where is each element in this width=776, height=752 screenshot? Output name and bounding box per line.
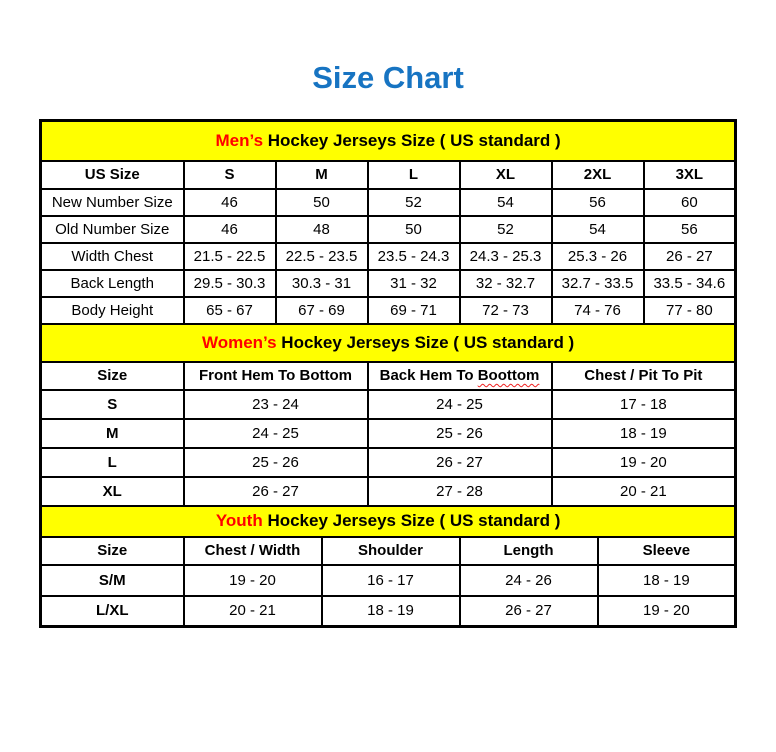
womens-highlight-word: Women’s (201, 332, 277, 352)
mens-header-cell: XL (460, 161, 552, 189)
womens-value-cell: 25 - 26 (184, 448, 368, 477)
mens-value-cell: 56 (552, 189, 644, 216)
womens-value-cell: 19 - 20 (552, 448, 736, 477)
mens-row-label: Old Number Size (41, 216, 184, 243)
youth-header-cell: Sleeve (598, 537, 736, 565)
womens-section-band (41, 324, 736, 362)
youth-row-label: L/XL (41, 596, 184, 627)
womens-data-row (41, 477, 736, 506)
mens-value-cell: 32.7 - 33.5 (552, 270, 644, 297)
youth-value-cell: 24 - 26 (460, 565, 598, 596)
youth-highlight-word: Youth (215, 511, 263, 530)
womens-value-cell: 18 - 19 (552, 419, 736, 448)
mens-value-cell: 54 (552, 216, 644, 243)
mens-value-cell: 23.5 - 24.3 (368, 243, 460, 270)
mens-value-cell: 24.3 - 25.3 (460, 243, 552, 270)
youth-value-cell: 16 - 17 (322, 565, 460, 596)
mens-value-cell: 56 (644, 216, 736, 243)
womens-value-cell: 24 - 25 (184, 419, 368, 448)
womens-title-rest: Hockey Jerseys Size ( US standard ) (276, 332, 575, 352)
youth-header-cell: Chest / Width (184, 537, 322, 565)
mens-value-cell: 67 - 69 (276, 297, 368, 324)
womens-value-cell: 25 - 26 (368, 419, 552, 448)
mens-value-cell: 72 - 73 (460, 297, 552, 324)
mens-row-label: New Number Size (41, 189, 184, 216)
mens-header-cell: US Size (41, 161, 184, 189)
mens-value-cell: 60 (644, 189, 736, 216)
womens-data-row (41, 419, 736, 448)
mens-title-rest: Hockey Jerseys Size ( US standard ) (263, 130, 561, 150)
youth-header-cell: Size (41, 537, 184, 565)
mens-value-cell: 65 - 67 (184, 297, 276, 324)
mens-value-cell: 33.5 - 34.6 (644, 270, 736, 297)
mens-value-cell: 31 - 32 (368, 270, 460, 297)
womens-row-label: M (41, 419, 184, 448)
mens-value-cell: 74 - 76 (552, 297, 644, 324)
womens-data-row (41, 448, 736, 477)
womens-value-cell: 24 - 25 (368, 390, 552, 419)
womens-data-row (41, 390, 736, 419)
womens-section-title (41, 324, 736, 362)
mens-value-cell: 26 - 27 (644, 243, 736, 270)
youth-value-cell: 19 - 20 (598, 596, 736, 627)
mens-value-cell: 69 - 71 (368, 297, 460, 324)
mens-value-cell: 46 (184, 189, 276, 216)
mens-row-label: Width Chest (41, 243, 184, 270)
mens-row-label: Body Height (41, 297, 184, 324)
mens-data-row (41, 243, 736, 270)
womens-header-cell: Chest / Pit To Pit (552, 362, 736, 390)
womens-value-cell: 26 - 27 (184, 477, 368, 506)
youth-data-row (41, 596, 736, 627)
mens-section-title (41, 121, 736, 161)
mens-header-row (41, 161, 736, 189)
page-title: Size Chart (312, 60, 464, 95)
womens-header-cell: Size (41, 362, 184, 390)
mens-value-cell: 54 (460, 189, 552, 216)
youth-section-title (41, 506, 736, 537)
youth-header-cell: Length (460, 537, 598, 565)
youth-value-cell: 26 - 27 (460, 596, 598, 627)
mens-value-cell: 77 - 80 (644, 297, 736, 324)
youth-header-row (41, 537, 736, 565)
youth-value-cell: 18 - 19 (322, 596, 460, 627)
womens-value-cell: 17 - 18 (552, 390, 736, 419)
youth-section-band (41, 506, 736, 537)
size-chart-table (39, 119, 737, 628)
mens-row-label: Back Length (41, 270, 184, 297)
mens-highlight-word: Men’s (215, 130, 264, 150)
mens-value-cell: 22.5 - 23.5 (276, 243, 368, 270)
youth-data-row (41, 565, 736, 596)
mens-value-cell: 46 (184, 216, 276, 243)
mens-data-row (41, 189, 736, 216)
youth-row-label: S/M (41, 565, 184, 596)
womens-value-cell: 26 - 27 (368, 448, 552, 477)
womens-value-cell: 20 - 21 (552, 477, 736, 506)
mens-header-cell: 2XL (552, 161, 644, 189)
mens-section-band (41, 121, 736, 161)
mens-data-row (41, 270, 736, 297)
mens-header-cell: L (368, 161, 460, 189)
mens-header-cell: M (276, 161, 368, 189)
womens-row-label: S (41, 390, 184, 419)
mens-data-row (41, 216, 736, 243)
youth-title-rest: Hockey Jerseys Size ( US standard ) (262, 511, 561, 530)
mens-header-cell: S (184, 161, 276, 189)
mens-value-cell: 29.5 - 30.3 (184, 270, 276, 297)
mens-value-cell: 50 (276, 189, 368, 216)
womens-value-cell: 27 - 28 (368, 477, 552, 506)
mens-value-cell: 48 (276, 216, 368, 243)
womens-header-row (41, 362, 736, 390)
mens-value-cell: 52 (460, 216, 552, 243)
mens-value-cell: 32 - 32.7 (460, 270, 552, 297)
womens-header-misspelled-word: Boottom (477, 367, 540, 384)
youth-value-cell: 18 - 19 (598, 565, 736, 596)
womens-header-back-prefix: Back Hem To (379, 367, 478, 384)
youth-value-cell: 19 - 20 (184, 565, 322, 596)
womens-value-cell: 23 - 24 (184, 390, 368, 419)
mens-header-cell: 3XL (644, 161, 736, 189)
womens-row-label: XL (41, 477, 184, 506)
womens-row-label: L (41, 448, 184, 477)
womens-header-cell (368, 362, 552, 390)
mens-value-cell: 52 (368, 189, 460, 216)
mens-value-cell: 25.3 - 26 (552, 243, 644, 270)
mens-value-cell: 30.3 - 31 (276, 270, 368, 297)
size-chart-page (0, 60, 776, 628)
youth-value-cell: 20 - 21 (184, 596, 322, 627)
mens-data-row (41, 297, 736, 324)
womens-header-cell: Front Hem To Bottom (184, 362, 368, 390)
mens-value-cell: 50 (368, 216, 460, 243)
youth-header-cell: Shoulder (322, 537, 460, 565)
mens-value-cell: 21.5 - 22.5 (184, 243, 276, 270)
